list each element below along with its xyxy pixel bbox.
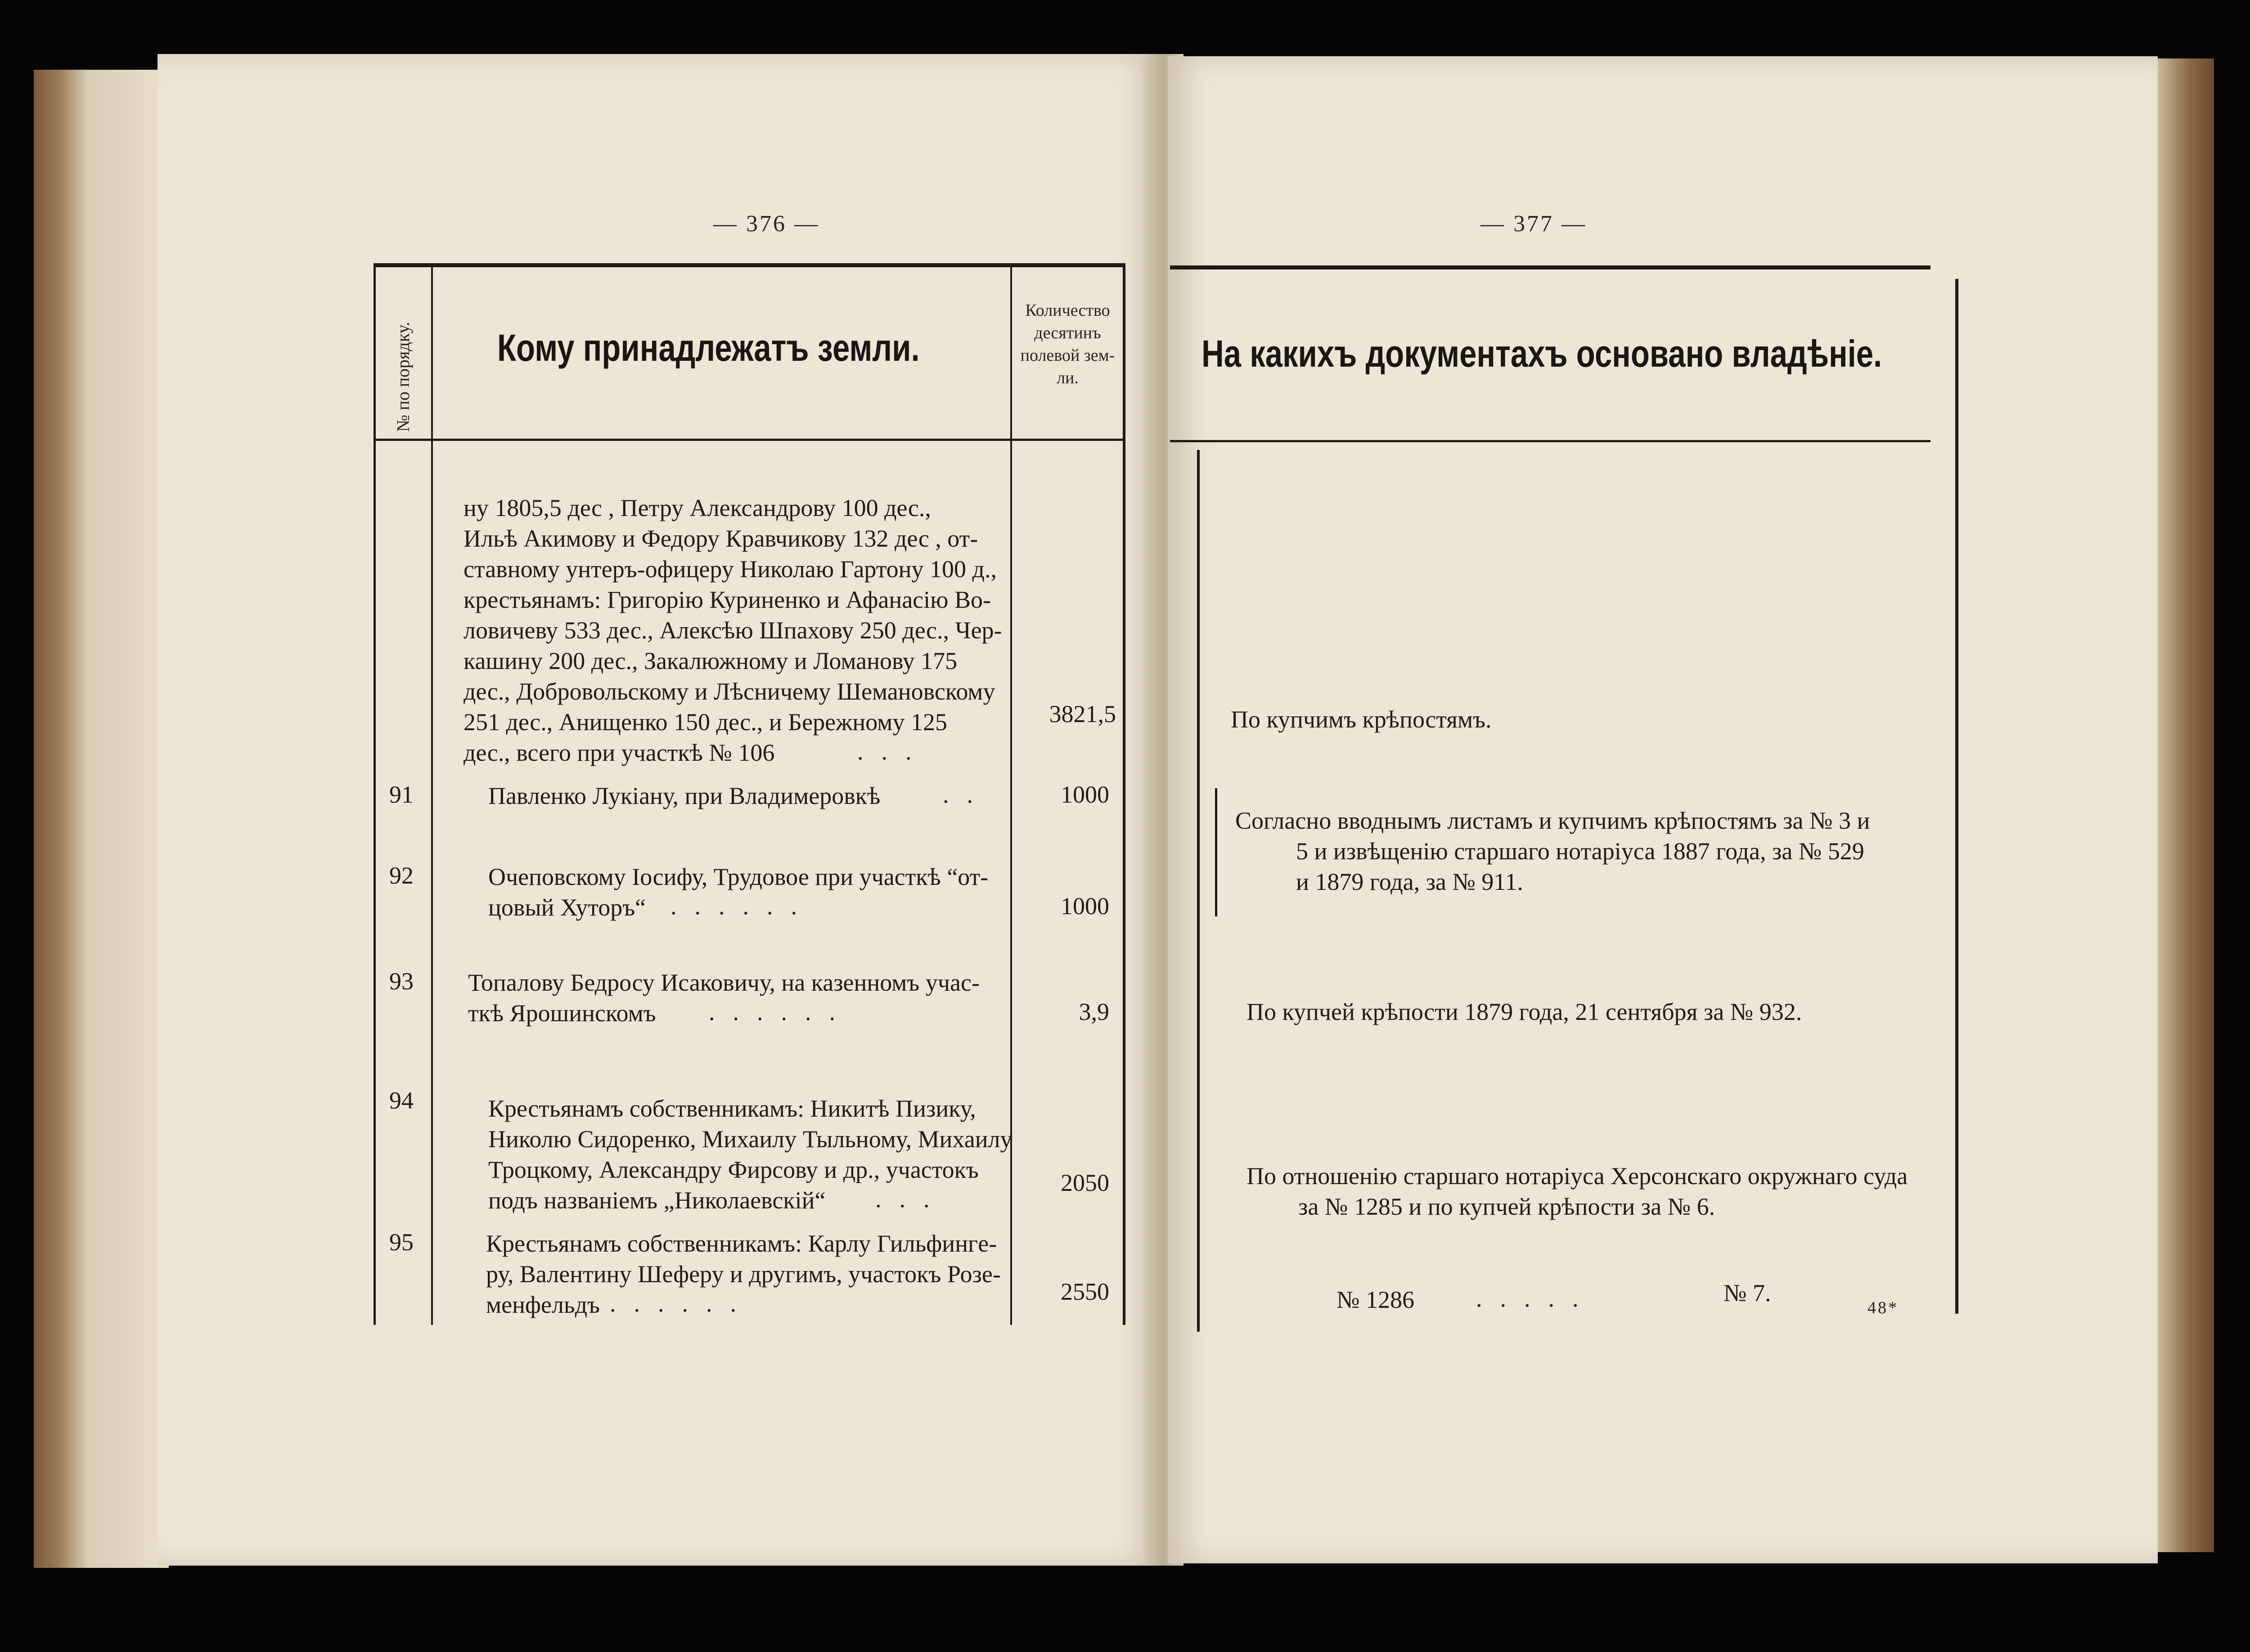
- text-line: кашину 200 дес., Закалюжному и Ломанову 175: [464, 647, 958, 674]
- entry-tail: № 7.: [1724, 1279, 1771, 1306]
- col-qty-header: [1012, 299, 1123, 389]
- entry-dots: ......: [610, 1290, 754, 1317]
- entry-number: 93: [389, 968, 414, 995]
- entry-number: 95: [389, 1229, 414, 1256]
- col-owner-header: Кому принадлежатъ земли.: [497, 327, 920, 369]
- entry-cont-amount: 3821,5: [1049, 700, 1116, 727]
- entry-number: 94: [389, 1087, 414, 1114]
- left-table-top-rule: [374, 263, 1125, 267]
- text-line: Крестьянамъ собственникамъ: Никитѣ Пизику,: [488, 1095, 976, 1122]
- text-line: 251 дес., Анищенко 150 дес., и Бережному 125: [464, 709, 947, 736]
- text-line: крестьянамъ: Григорію Куриненко и Афанасію Во-: [464, 586, 991, 613]
- col-qty-header-line: Количество: [1025, 301, 1110, 320]
- right-header-bottom-rule: [1170, 440, 1930, 442]
- text-line: Согласно вводнымъ листамъ и купчимъ крѣпостямъ за № 3 и: [1235, 807, 1870, 834]
- entry-text: Павленко Лукіану, при Владимеровкѣ: [488, 782, 881, 809]
- entry-cont-dots: ...: [857, 738, 930, 765]
- col-no-header: № по порядку.: [393, 322, 413, 432]
- text-line: Троцкому, Александру Фирсову и др., участокъ: [488, 1156, 979, 1183]
- text-line: 5 и извѣщенію старшаго нотаріуса 1887 года, за № 529: [1296, 838, 1864, 865]
- text-line: По отношенію старшаго нотаріуса Херсонскаго окружнаго суда: [1246, 1163, 1908, 1190]
- document-entry: По купчей крѣпости 1879 года, 21 сентября за № 932.: [1246, 998, 1802, 1025]
- text-line: цовый Хуторъ“: [488, 894, 646, 921]
- text-line: и 1879 года, за № 911.: [1296, 868, 1523, 895]
- entry-dots: ......: [670, 893, 815, 920]
- right-table-left-rule: [1197, 450, 1200, 1332]
- signature-mark: 48*: [1868, 1298, 1899, 1317]
- entry-amount: 2050: [1061, 1169, 1109, 1196]
- text-line: ткѣ Ярошинскомъ: [468, 1000, 656, 1027]
- col-qty-header-line: полевой зем-: [1020, 346, 1115, 365]
- text-line: ну 1805,5 дес , Петру Александрову 100 дес.,: [464, 494, 931, 521]
- text-line: ру, Валентину Шеферу и другимъ, участокъ Розе-: [486, 1261, 1001, 1288]
- left-table-right-rule: [1123, 263, 1125, 1325]
- right-table-right-rule: [1955, 279, 1958, 1314]
- col-qty-header-line: ли.: [1057, 368, 1079, 387]
- text-line: Ильѣ Акимову и Федору Кравчикову 132 дес , от-: [464, 525, 978, 552]
- right-col-header: На какихъ документахъ основано владѣніе.: [1202, 332, 1882, 375]
- entry-dots: ...: [875, 1185, 948, 1212]
- entry-amount: 3,9: [1079, 998, 1109, 1025]
- entry-dots: ..: [943, 781, 991, 808]
- left-page-number: — 376 —: [713, 211, 819, 237]
- col-qty-header-line: десятинъ: [1034, 323, 1101, 342]
- entry-dots: .....: [1476, 1285, 1597, 1312]
- right-page-number: — 377 —: [1480, 211, 1587, 237]
- entry-dots: ......: [709, 998, 853, 1025]
- document-entry: [1235, 805, 1870, 897]
- document-entry: № 1286: [1336, 1286, 1415, 1313]
- document-entry: [1246, 1161, 1908, 1222]
- left-table-left-rule: [374, 263, 376, 1325]
- text-line: дес., всего при участкѣ № 106: [464, 739, 775, 766]
- text-line: ловичеву 533 дес., Алексѣю Шпахову 250 дес., Чер-: [464, 617, 1002, 644]
- text-line: Крестьянамъ собственникамъ: Карлу Гильфингe-: [486, 1230, 997, 1257]
- entry-number: 92: [389, 862, 414, 889]
- text-line: Николю Сидоренко, Михаилу Тыльному, Михаилу: [488, 1126, 1012, 1153]
- entry-number: 91: [389, 781, 414, 808]
- text-line: Очеповскому Іосифу, Трудовое при участкѣ “от-: [488, 863, 989, 890]
- entry-amount: 1000: [1061, 781, 1109, 808]
- entry-amount: 2550: [1061, 1278, 1109, 1305]
- text-line: дес., Добровольскому и Лѣсничему Шемановскому: [464, 678, 995, 705]
- text-line: за № 1285 и по купчей крѣпости за № 6.: [1298, 1193, 1715, 1220]
- left-col-no-rule: [431, 263, 433, 1325]
- entry-amount: 1000: [1061, 893, 1109, 920]
- document-entry: По купчимъ крѣпостямъ.: [1231, 706, 1492, 733]
- entry-bracket-rule: [1215, 788, 1217, 916]
- text-line: менфельдъ: [486, 1291, 600, 1318]
- text-line: ставному унтеръ-офицеру Николаю Гартону 100 д.,: [464, 556, 997, 583]
- entry-cont-text: [464, 493, 1002, 768]
- right-table-top-rule: [1170, 265, 1930, 269]
- book-edge-left: [34, 70, 169, 1568]
- text-line: Топалову Бедросу Исаковичу, на казенномъ учас-: [468, 969, 980, 996]
- text-line: подъ названіемъ „Николаевскій“: [488, 1187, 826, 1214]
- left-header-bottom-rule: [374, 439, 1125, 441]
